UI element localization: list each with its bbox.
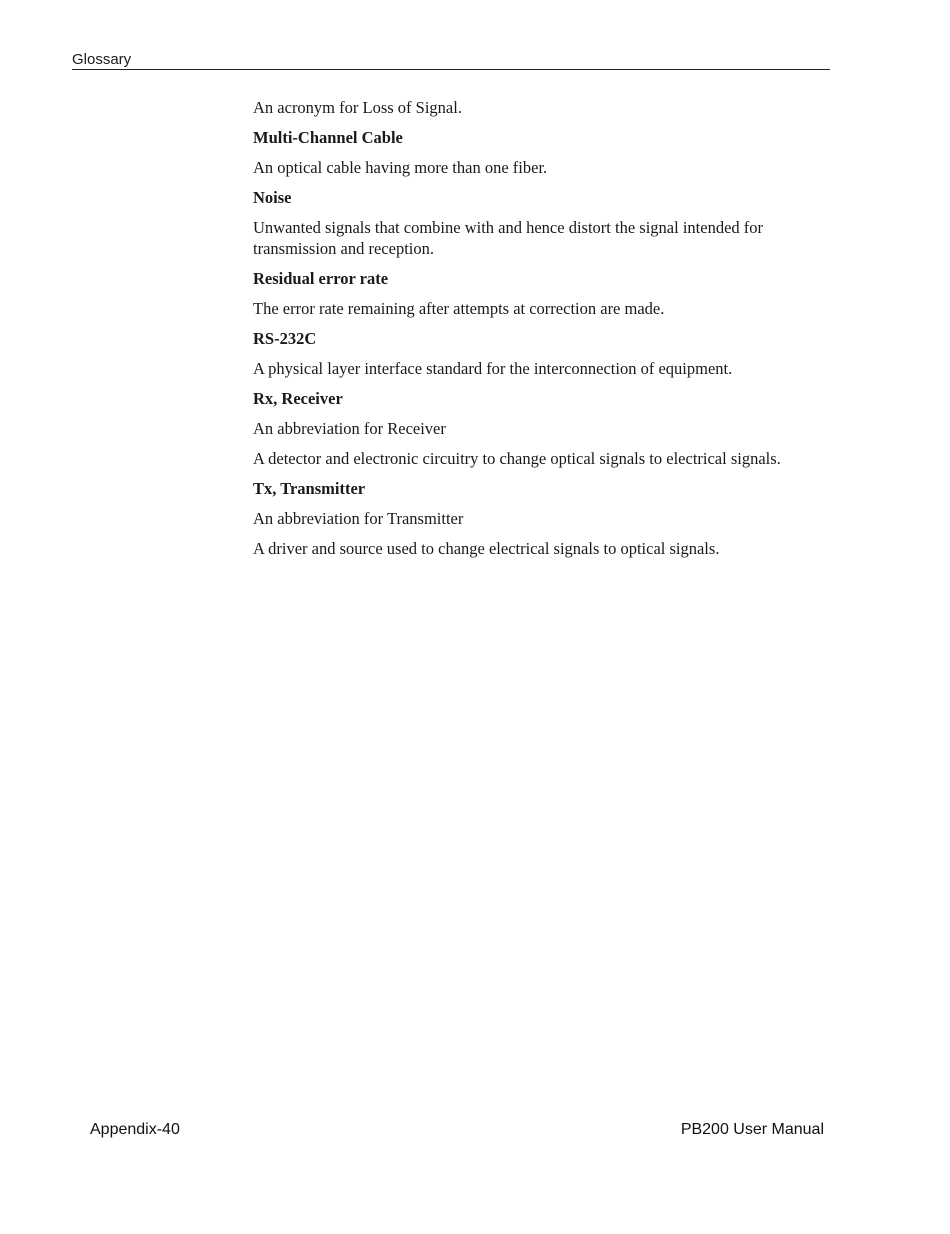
glossary-definition: An abbreviation for Transmitter	[253, 509, 464, 528]
manual-title: PB200 User Manual	[680, 1121, 824, 1138]
glossary-definition: An abbreviation for Receiver	[253, 419, 446, 438]
page-header	[72, 50, 830, 70]
glossary-definition: A detector and electronic circuitry to change optical signals to electrical signals.	[253, 449, 781, 468]
glossary-term: Residual error rate	[253, 269, 389, 288]
glossary-body	[253, 97, 823, 568]
glossary-term: Noise	[253, 188, 292, 207]
glossary-term: Tx, Transmitter	[253, 479, 366, 498]
glossary-term: Multi-Channel Cable	[253, 128, 403, 147]
glossary-term: Rx, Receiver	[253, 389, 343, 408]
glossary-definition: Unwanted signals that combine with and hence distort the signal intended for transmission and reception.	[253, 218, 764, 258]
page-number: Appendix-40	[90, 1121, 180, 1138]
glossary-term: RS-232C	[253, 329, 317, 348]
glossary-definition: A physical layer interface standard for the interconnection of equipment.	[253, 359, 733, 378]
glossary-definition: An acronym for Loss of Signal.	[253, 98, 462, 117]
glossary-definition: An optical cable having more than one fiber.	[253, 158, 548, 177]
glossary-definition: The error rate remaining after attempts at correction are made.	[253, 299, 665, 318]
glossary-definition: A driver and source used to change electrical signals to optical signals.	[253, 539, 720, 558]
section-title: Glossary	[72, 51, 132, 68]
